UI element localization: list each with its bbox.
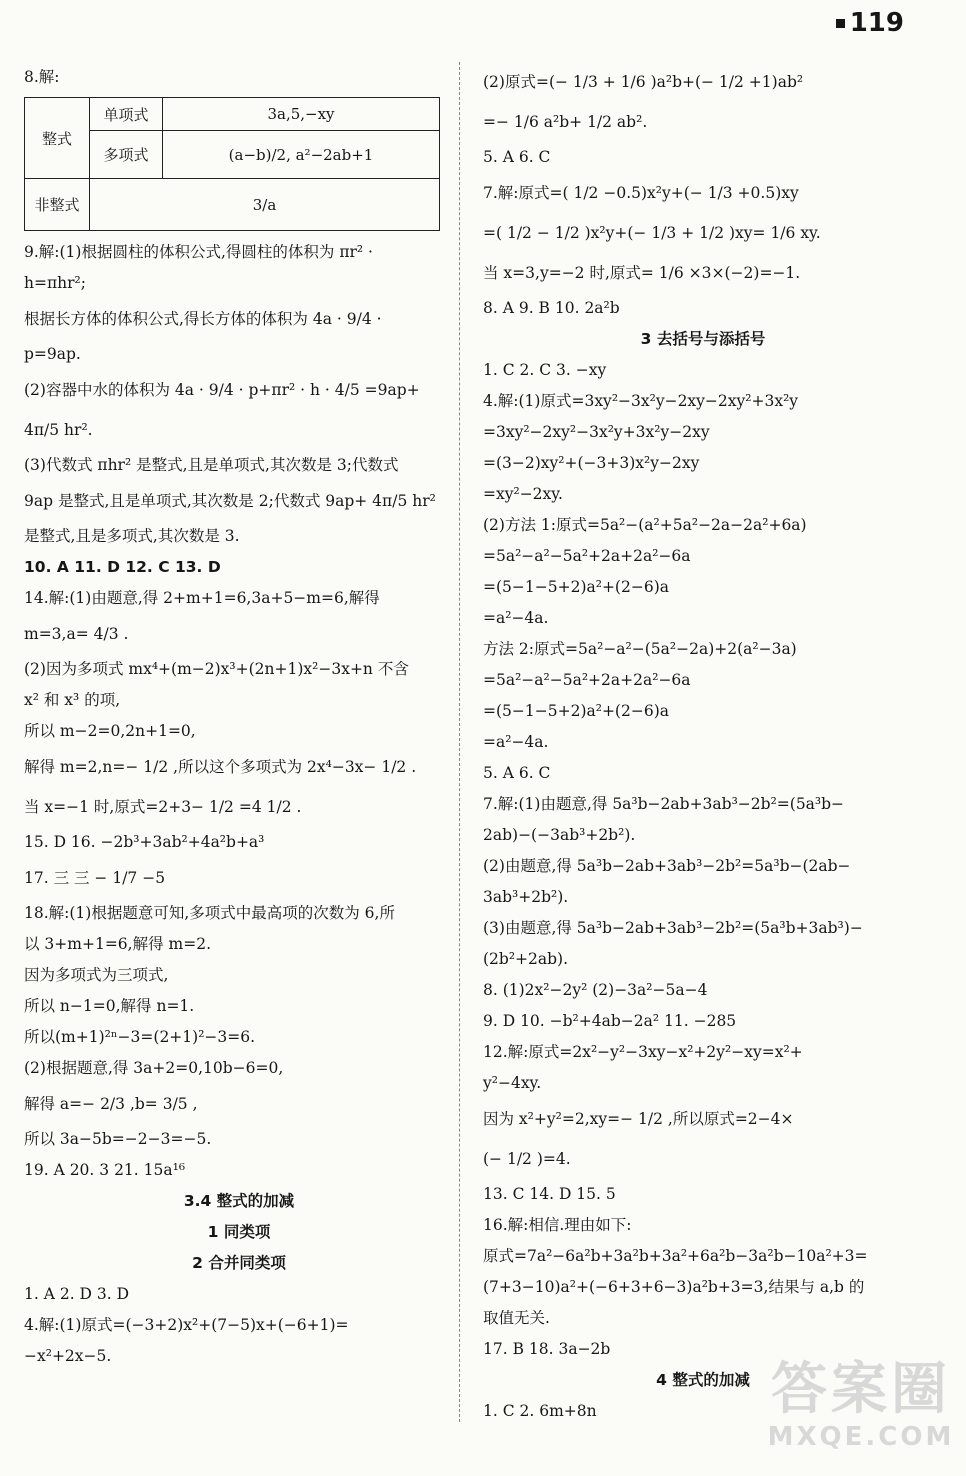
text-line: 2ab)−(−3ab³+2b²).	[483, 826, 636, 844]
duoxiangshi-value: (a−b)/2, a²−2ab+1	[163, 131, 440, 179]
text-line: =5a²−a²−5a²+2a+2a²−6a	[483, 547, 691, 565]
text-line: −x²+2x−5.	[24, 1347, 112, 1365]
danxiangshi-cell: 单项式	[90, 98, 163, 131]
text-line: 3ab³+2b²).	[483, 888, 569, 906]
text-line: 根据长方体的体积公式,得长方体的体积为 4a · 9/4 ·	[24, 310, 382, 328]
text-line: =(5−1−5+2)a²+(2−6)a	[483, 702, 669, 720]
text-line: p=9ap.	[24, 345, 81, 363]
text-line: (2)原式=(− 1/3 + 1/6 )a²b+(− 1/2 +1)ab²	[483, 73, 804, 91]
text-line: (2)因为多项式 mx⁴+(m−2)x³+(2n+1)x²−3x+n 不含	[24, 660, 409, 678]
text-line: 以 3+m+1=6,解得 m=2.	[24, 935, 211, 953]
text-line: 7.解:(1)由题意,得 5a³b−2ab+3ab³−2b²=(5a³b−	[483, 795, 845, 813]
text-line: m=3,a= 4/3 .	[24, 625, 129, 643]
text-line: 14.解:(1)由题意,得 2+m+1=6,3a+5−m=6,解得	[24, 589, 380, 607]
text-line: 原式=7a²−6a²b+3a²b+3a²+6a²b−3a²b−10a²+3=	[483, 1247, 868, 1265]
text-line: =5a²−a²−5a²+2a+2a²−6a	[483, 671, 691, 689]
text-line: (2)由题意,得 5a³b−2ab+3ab³−2b²=5a³b−(2ab−	[483, 857, 851, 875]
section-heading-4: 4 整式的加减	[656, 1371, 750, 1389]
text-line: 7.解:原式=( 1/2 −0.5)x²y+(− 1/3 +0.5)xy	[483, 184, 799, 202]
danxiangshi-value: 3a,5,−xy	[163, 98, 440, 131]
text-line: 所以 m−2=0,2n+1=0,	[24, 722, 196, 740]
text-line: 解得 a=− 2/3 ,b= 3/5 ,	[24, 1095, 198, 1113]
text-line: =a²−4a.	[483, 609, 549, 627]
text-line: (2b²+2ab).	[483, 950, 569, 968]
text-line: =a²−4a.	[483, 733, 549, 751]
text-line: (3)代数式 πhr² 是整式,且是单项式,其次数是 3;代数式	[24, 456, 399, 474]
text-line: 方法 2:原式=5a²−a²−(5a²−2a)+2(a²−3a)	[483, 640, 797, 658]
answer-line: 17. B 18. 3a−2b	[483, 1340, 611, 1358]
text-line: 9.解:(1)根据圆柱的体积公式,得圆柱的体积为 πr² ·	[24, 243, 373, 261]
answer-line: 10. A 11. D 12. C 13. D	[24, 558, 221, 576]
answer-line: 1. A 2. D 3. D	[24, 1285, 130, 1303]
text-line: =− 1/6 a²b+ 1/2 ab².	[483, 113, 648, 131]
text-line: 所以(m+1)²ⁿ−3=(2+1)²−3=6.	[24, 1028, 256, 1046]
text-line: 4π/5 hr².	[24, 421, 93, 439]
zhengshi-cell: 整式	[25, 98, 90, 179]
answer-line: 9. D 10. −b²+4ab−2a² 11. −285	[483, 1012, 737, 1030]
text-line: 解得 m=2,n=− 1/2 ,所以这个多项式为 2x⁴−3x− 1/2 .	[24, 758, 417, 776]
text-line: h=πhr²;	[24, 274, 86, 292]
text-line: (− 1/2 )=4.	[483, 1150, 571, 1168]
text-line: 取值无关.	[483, 1309, 550, 1327]
left-column	[24, 62, 454, 1372]
text-line: 4.解:(1)原式=3xy²−3x²y−2xy−2xy²+3x²y	[483, 392, 799, 410]
text-line: (2)根据题意,得 3a+2=0,10b−6=0,	[24, 1059, 284, 1077]
text-line: =3xy²−2xy²−3x²y+3x²y−2xy	[483, 423, 710, 441]
text-line: (2)容器中水的体积为 4a · 9/4 · p+πr² · h · 4/5 =9ap+	[24, 381, 420, 399]
text-line: 所以 n−1=0,解得 n=1.	[24, 997, 195, 1015]
item-8-label: 8.解:	[24, 68, 60, 86]
text-line: 12.解:原式=2x²−y²−3xy−x²+2y²−xy=x²+	[483, 1043, 803, 1061]
answer-line: 5. A 6. C	[483, 148, 551, 166]
answer-line: 8. (1)2x²−2y² (2)−3a²−5a−4	[483, 981, 708, 999]
section-heading-3-4: 3.4 整式的加减	[183, 1192, 295, 1210]
text-line: y²−4xy.	[483, 1074, 542, 1092]
feizhengshi-cell: 非整式	[25, 179, 90, 231]
text-line: 18.解:(1)根据题意可知,多项式中最高项的次数为 6,所	[24, 904, 395, 922]
answer-line: 13. C 14. D 15. 5	[483, 1185, 616, 1203]
answer-line: 1. C 2. 6m+8n	[483, 1402, 597, 1420]
answer-line: 5. A 6. C	[483, 764, 551, 782]
text-line: 9ap 是整式,且是单项式,其次数是 2;代数式 9ap+ 4π/5 hr²	[24, 492, 436, 510]
text-line: 当 x=3,y=−2 时,原式= 1/6 ×3×(−2)=−1.	[483, 264, 801, 282]
text-line: 所以 3a−5b=−2−3=−5.	[24, 1130, 212, 1148]
text-line: x² 和 x³ 的项,	[24, 691, 121, 709]
text-line: 因为多项式为三项式,	[24, 966, 169, 984]
answer-line: 17. 三 三 − 1/7 −5	[24, 869, 166, 887]
column-divider	[459, 62, 460, 1422]
page-number: 119	[836, 8, 904, 38]
text-line: (7+3−10)a²+(−6+3+6−3)a²b+3=3,结果与 a,b 的	[483, 1278, 865, 1296]
answer-line: 8. A 9. B 10. 2a²b	[483, 299, 620, 317]
answer-line: 19. A 20. 3 21. 15a¹⁶	[24, 1161, 186, 1179]
section-heading-2: 2 合并同类项	[192, 1254, 286, 1272]
watermark	[766, 1358, 956, 1468]
section-heading-3: 3 去括号与添括号	[640, 330, 766, 348]
text-line: =(3−2)xy²+(−3+3)x²y−2xy	[483, 454, 700, 472]
right-column	[483, 62, 923, 1427]
watermark-text: 答案圈	[771, 1357, 951, 1422]
section-heading-1: 1 同类项	[207, 1223, 271, 1241]
text-line: 当 x=−1 时,原式=2+3− 1/2 =4 1/2 .	[24, 798, 302, 816]
answer-line: 1. C 2. C 3. −xy	[483, 361, 607, 379]
text-line: 16.解:相信.理由如下:	[483, 1216, 632, 1234]
classification-table	[24, 97, 440, 231]
text-line: 因为 x²+y²=2,xy=− 1/2 ,所以原式=2−4×	[483, 1110, 794, 1128]
duoxiangshi-cell: 多项式	[90, 131, 163, 179]
text-line: =xy²−2xy.	[483, 485, 563, 503]
feizhengshi-value: 3/a	[90, 179, 440, 231]
answer-line: 15. D 16. −2b³+3ab²+4a²b+a³	[24, 833, 265, 851]
text-line: 是整式,且是多项式,其次数是 3.	[24, 527, 240, 545]
watermark-url: MXQE.COM	[767, 1422, 955, 1452]
text-line: 4.解:(1)原式=(−3+2)x²+(7−5)x+(−6+1)=	[24, 1316, 349, 1334]
text-line: =( 1/2 − 1/2 )x²y+(− 1/3 + 1/2 )xy= 1/6 xy.	[483, 224, 821, 242]
text-line: (2)方法 1:原式=5a²−(a²+5a²−2a−2a²+6a)	[483, 516, 807, 534]
text-line: (3)由题意,得 5a³b−2ab+3ab³−2b²=(5a³b+3ab³)−	[483, 919, 863, 937]
text-line: =(5−1−5+2)a²+(2−6)a	[483, 578, 669, 596]
